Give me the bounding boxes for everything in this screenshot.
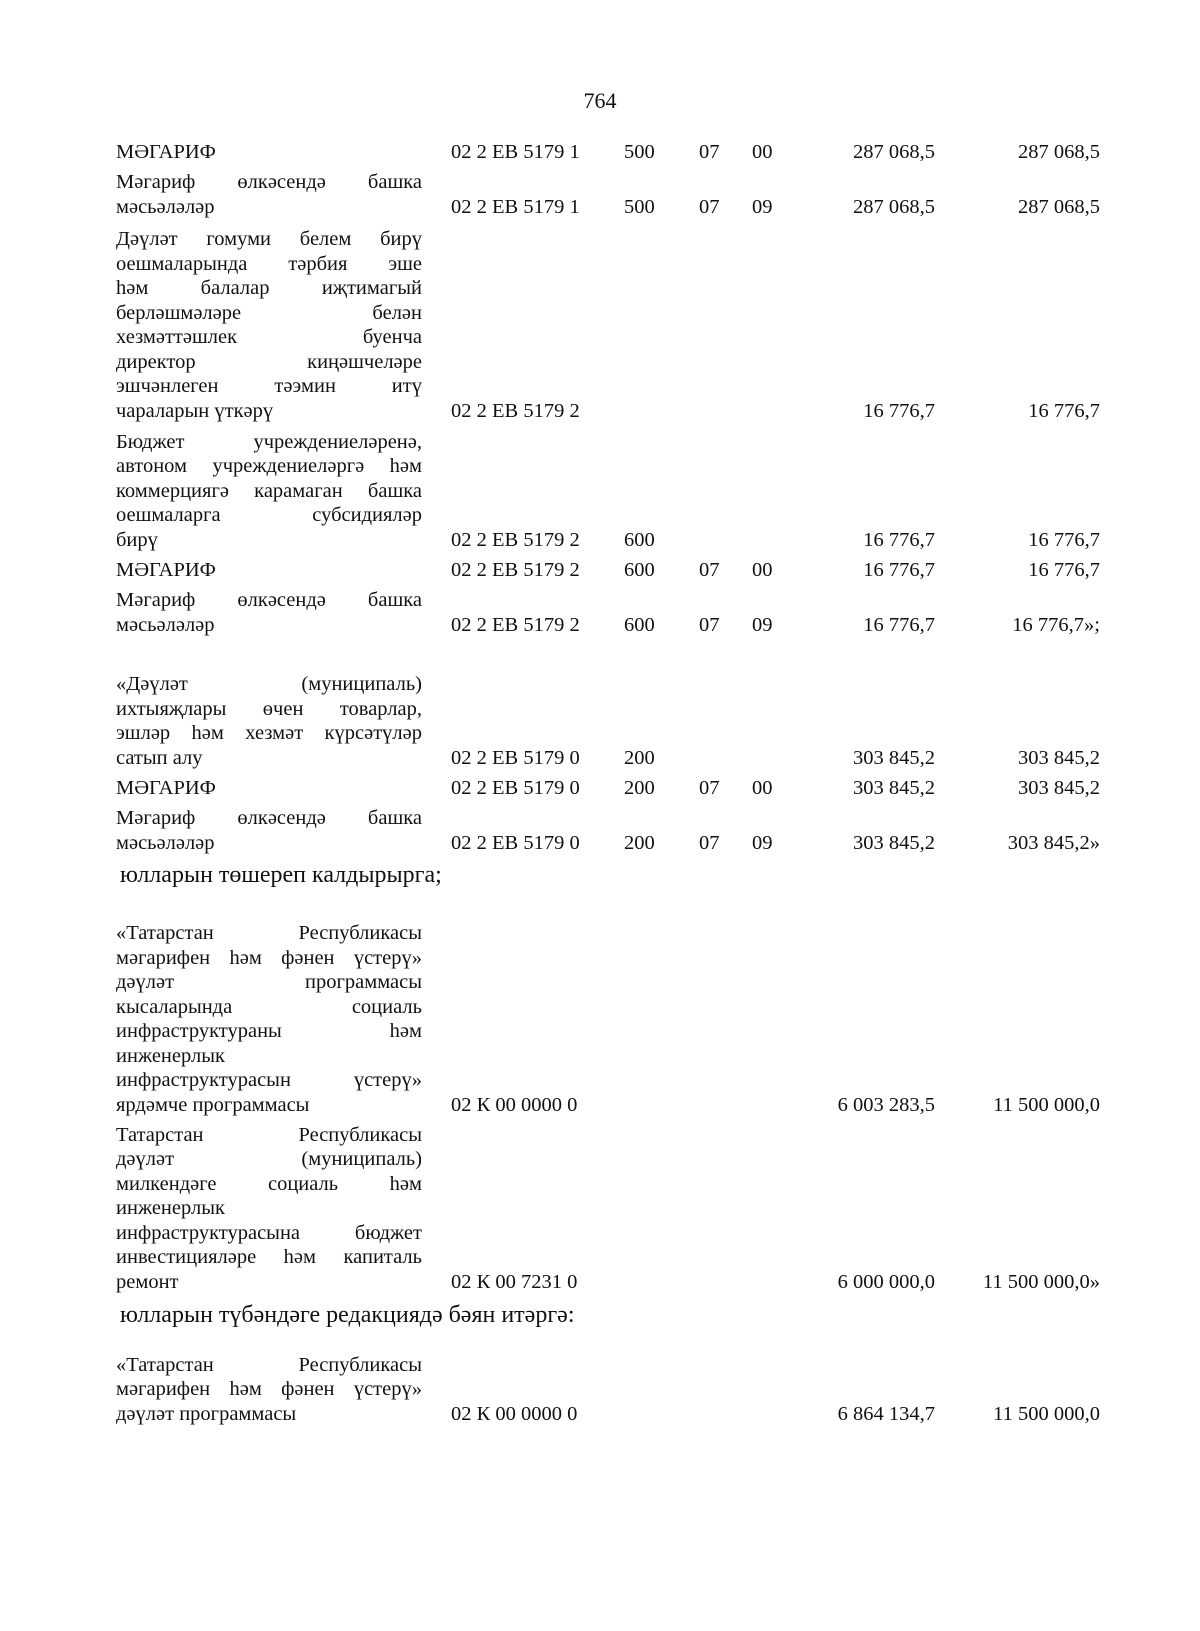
paragraph-restate: юлларын түбәндәге редакциядә бәян итәргә: (120, 1302, 575, 1328)
target-code: 02 К 00 7231 0 (451, 1270, 578, 1293)
expense-type: 200 (624, 831, 655, 854)
amount-2024: 6 003 283,5 (837, 1093, 935, 1116)
row-name-line: инфраструктурасына бюджет (116, 1221, 422, 1244)
row-name (116, 921, 422, 1117)
section: 07 (699, 613, 720, 636)
row-name-line: дәүләт программасы (116, 1402, 297, 1425)
row-name-line: МӘГАРИФ (116, 776, 216, 799)
section: 07 (699, 140, 720, 163)
row-name-line: Бюджет учреждениеләренә, (116, 430, 422, 453)
row-name-line: мәгарифен һәм фәнен үстерү» (116, 1378, 422, 1400)
row-name-line: МӘГАРИФ (116, 140, 216, 163)
row-name-line: чараларын үткәрү (116, 399, 274, 422)
row-name-line: мәсьәләләр (116, 613, 215, 636)
amount-2024: 6 864 134,7 (837, 1402, 935, 1425)
row-name-line: инфраструктураны һәм (116, 1020, 422, 1042)
subsection: 00 (752, 776, 773, 799)
target-code: 02 К 00 0000 0 (451, 1402, 578, 1425)
row-name (116, 1123, 422, 1295)
target-code: 02 2 ЕВ 5179 0 (451, 831, 580, 854)
expense-type: 600 (624, 613, 655, 636)
row-name (116, 558, 422, 583)
amount-2025: 11 500 000,0 (993, 1093, 1100, 1116)
amount-2025: 287 068,5 (1018, 195, 1100, 218)
section: 07 (699, 831, 720, 854)
row-name-line: эшләр һәм хезмәт күрсәтүләр (116, 722, 422, 744)
row-name-line: мәгарифен һәм фәнен үстерү» (116, 946, 422, 969)
table-row (0, 430, 1200, 553)
row-name-line: хезмәттәшлек буенча (116, 326, 422, 348)
amount-2024: 287 068,5 (853, 140, 935, 163)
amount-2025: 16 776,7 (1028, 558, 1100, 581)
row-name-line: «Татарстан Республикасы (116, 1353, 422, 1376)
row-name-line: кысаларында социаль (116, 995, 422, 1018)
row-name-line: инвестицияләре һәм капиталь (116, 1246, 422, 1268)
table-row (0, 588, 1200, 637)
subsection: 09 (752, 831, 773, 854)
amount-2025: 303 845,2 (1018, 776, 1100, 799)
row-name (116, 430, 422, 553)
amount-2025: 287 068,5 (1018, 140, 1100, 163)
row-name-line: Дәүләт гомуми белем бирү (116, 228, 422, 250)
table-row (0, 1123, 1200, 1295)
row-name-line: мәсьәләләр (116, 831, 215, 854)
row-name (116, 1353, 422, 1427)
section: 07 (699, 195, 720, 218)
row-name-line: инженерлык (116, 1044, 225, 1067)
table-row (0, 227, 1200, 423)
row-name-line: дәүләт программасы (116, 971, 422, 993)
row-name-line: берләшмәләре белән (116, 301, 422, 324)
row-name-line: автоном учреждениеләргә һәм (116, 455, 422, 477)
paragraph-remove: юлларын төшереп калдырырга; (120, 862, 442, 888)
target-code: 02 2 ЕВ 5179 1 (451, 195, 580, 218)
row-name-line: эшчәнлеген тәэмин итү (116, 375, 422, 397)
amount-2025: 303 845,2 (1018, 746, 1100, 769)
section: 07 (699, 776, 720, 799)
amount-2024: 287 068,5 (853, 195, 935, 218)
expense-type: 600 (624, 528, 655, 551)
section: 07 (699, 558, 720, 581)
amount-2025: 16 776,7 (1028, 399, 1100, 422)
target-code: 02 2 ЕВ 5179 2 (451, 399, 580, 422)
table-row (0, 558, 1200, 583)
row-name-line: коммерциягә карамаган башка (116, 479, 422, 502)
row-name-line: Мәгариф өлкәсендә башка (116, 171, 422, 193)
row-name-line: милкендәге социаль һәм (116, 1172, 422, 1195)
subsection: 09 (752, 613, 773, 636)
table-row (0, 921, 1200, 1117)
target-code: 02 2 ЕВ 5179 0 (451, 776, 580, 799)
row-name-line: МӘГАРИФ (116, 558, 216, 581)
amount-2025: 303 845,2» (1007, 831, 1100, 854)
expense-type: 500 (624, 140, 655, 163)
table-row (0, 140, 1200, 165)
row-name-line: ремонт (116, 1270, 179, 1293)
row-name (116, 227, 422, 423)
target-code: 02 2 ЕВ 5179 1 (451, 140, 580, 163)
table-row (0, 672, 1200, 770)
table-row (0, 806, 1200, 855)
amount-2025: 16 776,7»; (1012, 613, 1100, 636)
row-name-line: ихтыяҗлары өчен товарлар, (116, 697, 422, 720)
row-name-line: оешмаларга субсидияләр (116, 504, 422, 526)
row-name (116, 776, 422, 801)
row-name-line: директор киңәшчеләре (116, 350, 422, 373)
row-name-line: «Дәүләт (муниципаль) (116, 673, 422, 695)
subsection: 00 (752, 558, 773, 581)
target-code: 02 К 00 0000 0 (451, 1093, 578, 1116)
row-name-line: бирү (116, 528, 158, 551)
amount-2024: 303 845,2 (853, 746, 935, 769)
row-name-line: Мәгариф өлкәсендә башка (116, 589, 422, 611)
row-name-line: Мәгариф өлкәсендә башка (116, 807, 422, 829)
amount-2024: 16 776,7 (863, 528, 935, 551)
amount-2024: 303 845,2 (853, 831, 935, 854)
page-number: 764 (583, 88, 617, 113)
row-name (116, 672, 422, 770)
row-name-line: Татарстан Республикасы (116, 1123, 422, 1146)
expense-type: 500 (624, 195, 655, 218)
row-name (116, 806, 422, 855)
amount-2025: 16 776,7 (1028, 528, 1100, 551)
amount-2024: 16 776,7 (863, 613, 935, 636)
subsection: 09 (752, 195, 773, 218)
row-name-line: оешмаларында тәрбия эше (116, 252, 422, 275)
expense-type: 200 (624, 776, 655, 799)
table-row (0, 170, 1200, 219)
amount-2024: 6 000 000,0 (837, 1270, 935, 1293)
row-name-line: ярдәмче программасы (116, 1093, 310, 1116)
row-name-line: һәм балалар иҗтимагый (116, 277, 422, 299)
table-row (0, 776, 1200, 801)
amount-2024: 303 845,2 (853, 776, 935, 799)
expense-type: 600 (624, 558, 655, 581)
row-name-line: мәсьәләләр (116, 195, 215, 218)
row-name (116, 170, 422, 219)
amount-2024: 16 776,7 (863, 399, 935, 422)
amount-2025: 11 500 000,0» (982, 1270, 1100, 1293)
target-code: 02 2 ЕВ 5179 0 (451, 746, 580, 769)
target-code: 02 2 ЕВ 5179 2 (451, 528, 580, 551)
subsection: 00 (752, 140, 773, 163)
target-code: 02 2 ЕВ 5179 2 (451, 613, 580, 636)
row-name (116, 140, 422, 165)
row-name-line: сатып алу (116, 746, 203, 769)
row-name-line: дәүләт (муниципаль) (116, 1148, 422, 1170)
target-code: 02 2 ЕВ 5179 2 (451, 558, 580, 581)
row-name-line: инженерлык (116, 1197, 225, 1219)
row-name-line: инфраструктурасын үстерү» (116, 1069, 422, 1091)
amount-2024: 16 776,7 (863, 558, 935, 581)
amount-2025: 11 500 000,0 (993, 1402, 1100, 1425)
table-row (0, 1353, 1200, 1427)
row-name-line: «Татарстан Республикасы (116, 922, 422, 944)
expense-type: 200 (624, 746, 655, 769)
row-name (116, 588, 422, 637)
